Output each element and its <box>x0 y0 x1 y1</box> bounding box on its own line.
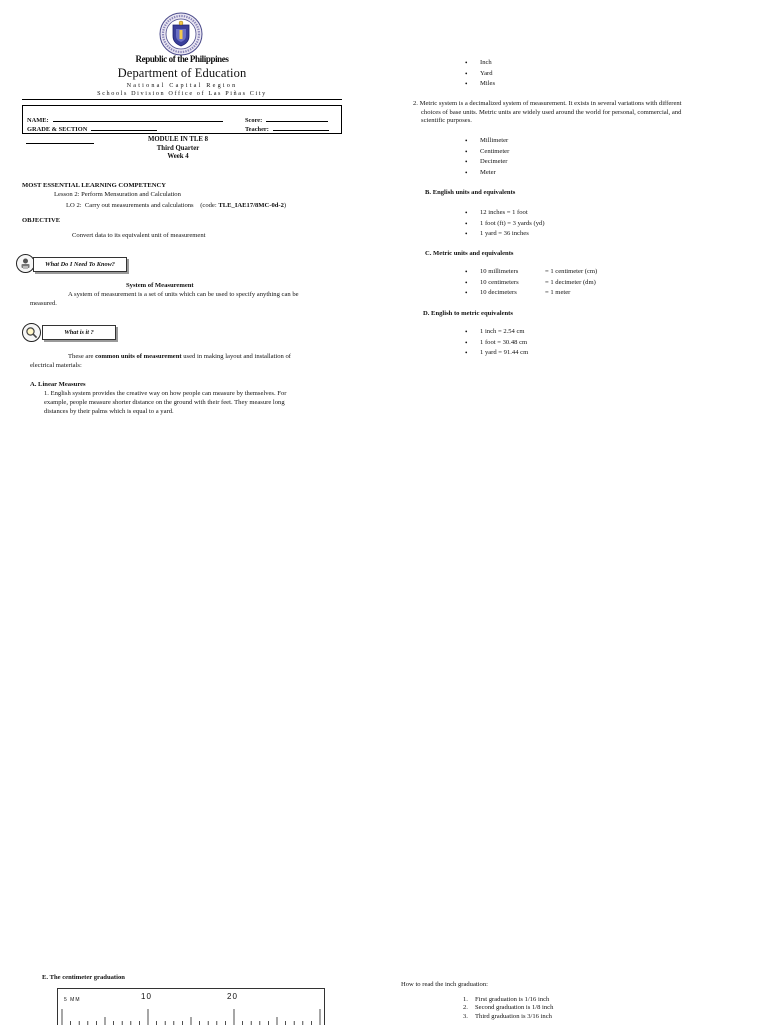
common-units-post: used in making layout and installation of <box>181 353 291 360</box>
lo-text: LO 2: Carry out measurements and calculations (code: <box>66 202 219 209</box>
ruler-label-20: 20 <box>227 992 238 1001</box>
system-text-2: measured. <box>30 300 57 307</box>
metric-equivalents-heading: C. Metric units and equivalents <box>425 250 514 257</box>
list-item: • Meter <box>465 168 509 179</box>
name-label: NAME: <box>27 117 49 124</box>
list-item: • 1 foot = 30.48 cm <box>465 338 528 349</box>
system-text-1: A system of measurement is a set of units which can be used to specify anything can be <box>68 291 299 298</box>
objective-text: Convert data to its equivalent unit of measurement <box>72 232 206 239</box>
linear-line-3: distances by their palms which is equal to a yard. <box>44 408 174 415</box>
list-item: 3. Third graduation is 3/16 inch <box>463 1012 552 1020</box>
list-item: 2. Second graduation is 1/8 inch <box>463 1004 554 1012</box>
grade-section-label: GRADE & SECTION <box>27 126 88 133</box>
list-item: • 1 foot (ft) = 3 yards (yd) <box>465 219 545 230</box>
module-week: Week 4 <box>167 153 189 160</box>
what-is-it-badge: What is it ? <box>42 325 116 340</box>
metric-line-3: scientific purposes. <box>421 117 472 125</box>
list-item: • Yard <box>465 69 495 80</box>
list-item: • Miles <box>465 79 495 90</box>
score-label: Score: <box>245 117 263 124</box>
metric-units-list <box>465 136 509 178</box>
department-heading: Department of Education <box>117 66 247 80</box>
linear-measures-text <box>44 389 286 416</box>
ruler-unit-label: 5 MM <box>64 997 81 1003</box>
common-units-line2: electrical materials: <box>30 362 82 369</box>
common-units-pre: These are <box>68 353 96 360</box>
metric-equivalents-list <box>465 267 597 299</box>
grade-row <box>27 118 157 136</box>
ruler-label-10: 10 <box>141 992 152 1001</box>
inch-graduation-list <box>463 996 553 1021</box>
linear-measures-heading: A. Linear Measures <box>30 381 86 388</box>
english-units-list <box>465 58 495 90</box>
list-item: • 10 decimeters = 1 meter <box>465 288 597 299</box>
list-item: • 1 inch = 2.54 cm <box>465 327 528 338</box>
deped-seal-logo <box>159 12 203 56</box>
system-title: System of Measurement <box>126 282 194 289</box>
list-item: • 10 centimeters = 1 decimeter (dm) <box>465 278 597 289</box>
module-title: MODULE IN TLE 8 <box>147 136 209 143</box>
linear-line-2: example, people measure shorter distance on the ground with their feet. They measure long <box>44 399 285 406</box>
list-item: • 1 yard = 36 inches <box>465 229 545 240</box>
metric-system-text <box>413 100 682 126</box>
english-to-metric-heading: D. English to metric equivalents <box>423 310 513 317</box>
teacher-label: Teacher: <box>245 126 269 133</box>
list-item: 1. First graduation is 1/16 inch <box>463 996 550 1003</box>
list-item: • 1 yard = 91.44 cm <box>465 348 528 359</box>
division-heading: Schools Division Office of Las Piñas City <box>97 90 267 97</box>
metric-line-2: choices of base units. Metric units are widely used around the world for personal, commercial, and <box>421 108 682 116</box>
module-quarter: Third Quarter <box>156 144 200 152</box>
common-units-bold: common units of measurement <box>95 353 182 360</box>
grade-section-field[interactable] <box>91 124 157 131</box>
magnifier-icon <box>22 323 41 342</box>
lo-line <box>66 201 286 211</box>
teacher-field[interactable] <box>273 124 329 131</box>
republic-heading: Republic of the Philippines <box>135 54 229 64</box>
list-item: • 10 millimeters = 1 centimeter (cm) <box>465 267 597 278</box>
list-item: • Centimeter <box>465 147 509 158</box>
need-to-know-badge: What Do I Need To Know? <box>33 257 127 272</box>
module-title-block <box>100 136 256 162</box>
english-to-metric-list <box>465 327 528 359</box>
inch-graduation-heading: How to read the inch graduation: <box>401 981 488 988</box>
centimeter-graduation-heading: E. The centimeter graduation <box>42 974 125 981</box>
lo-code: TLE_IAE17/8MC-0d-2 <box>218 202 284 209</box>
teacher-row <box>245 118 329 136</box>
list-item: • 12 inches = 1 foot <box>465 208 545 219</box>
header-divider <box>22 99 342 100</box>
list-item: • Decimeter <box>465 157 509 168</box>
list-item: • Millimeter <box>465 136 509 147</box>
metric-line-1: 2. Metric system is a decimalized system of measurement. It exists in several variations with different <box>413 100 682 107</box>
region-heading: National Capital Region <box>126 82 238 89</box>
competency-heading: MOST ESSENTIAL LEARNING COMPETENCY <box>22 182 167 189</box>
common-units-line <box>68 352 291 362</box>
english-equivalents-heading: B. English units and equivalents <box>425 189 516 196</box>
student-info-box <box>22 105 342 134</box>
list-item: • Inch <box>465 58 495 69</box>
lo-close: ) <box>283 202 287 209</box>
lesson-text: Lesson 2: Perform Mensuration and Calculation <box>54 191 181 198</box>
ruler-ticks <box>58 989 324 1025</box>
english-equivalents-list <box>465 208 545 240</box>
linear-line-1: 1. English system provides the creative way on how people can measure by themselves. For <box>44 390 287 397</box>
centimeter-ruler <box>57 988 325 1025</box>
objective-heading: OBJECTIVE <box>22 217 61 224</box>
module-underline <box>26 143 94 144</box>
